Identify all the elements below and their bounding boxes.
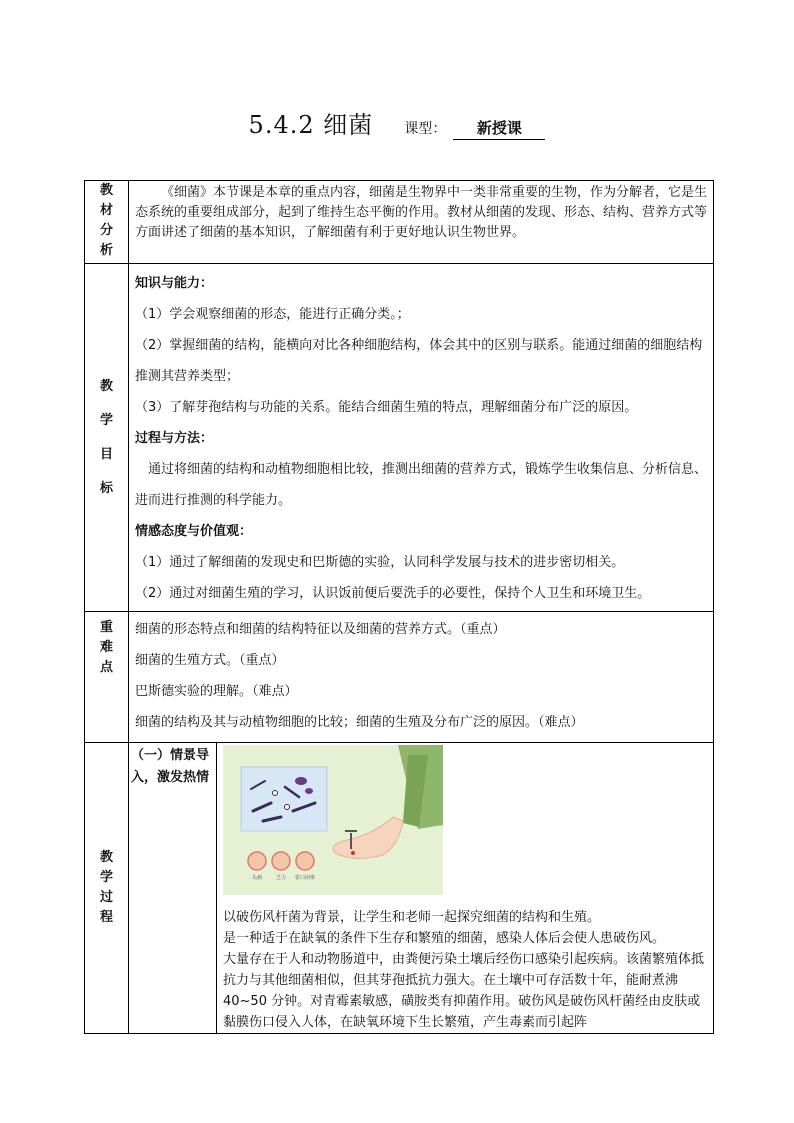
goals-content bbox=[129, 264, 714, 612]
process-step-title: （一）情景导入，激发热情 bbox=[129, 743, 217, 1034]
analysis-header: 教 材 分 析 bbox=[85, 181, 129, 264]
knowledge-item: （3）了解芽孢结构与功能的关系。能结合细菌生殖的特点，理解细菌分布广泛的原因。 bbox=[135, 400, 638, 415]
description-line: 大量存在于人和动物肠道中，由粪便污染土壤后经伤口感染引起疾病。该菌繁殖体抵抗力与其他细菌相似，但其芽孢抵抗力强大。在土壤中可存活数十年，能耐煮沸 40~50 分钟。对青霉素敏感，磺胺类有抑菌作用。破伤风是破伤风杆菌经由皮肤或黏膜伤口侵入人体，在缺氧环境下生长繁殖，产生毒素而引起阵 bbox=[223, 952, 705, 1030]
emotion-item: （1）通过了解细菌的发现史和巴斯德的实验，认同科学发展与技术的进步密切相关。 bbox=[135, 555, 625, 570]
process-row bbox=[85, 743, 714, 1034]
goals-header: 教 学 目 标 bbox=[85, 264, 129, 612]
process-title: 过程与方法： bbox=[135, 431, 214, 446]
process-item: 通过将细菌的结构和动植物细胞相比较，推测出细菌的营养方式，锻炼学生收集信息、分析信息、进而进行推测的科学能力。 bbox=[135, 462, 708, 508]
svg-text:张口困难: 张口困难 bbox=[294, 875, 316, 881]
process-content bbox=[217, 743, 714, 1034]
emotion-title: 情感态度与价值观： bbox=[135, 524, 253, 539]
keypoints-content bbox=[129, 612, 714, 743]
analysis-row bbox=[85, 181, 714, 264]
svg-text:头痛: 头痛 bbox=[251, 875, 263, 881]
knowledge-title: 知识与能力： bbox=[135, 276, 214, 291]
keypoint-item: 巴斯德实验的理解。（难点） bbox=[135, 684, 298, 699]
keypoints-header: 重 难 点 bbox=[85, 612, 129, 743]
keypoint-item: 细菌的形态特点和细菌的结构特征以及细菌的营养方式。（重点） bbox=[135, 622, 506, 637]
knowledge-item: （2）掌握细菌的结构，能横向对比各种细胞结构，体会其中的区别与联系。能通过细菌的细胞结构推测其营养类型； bbox=[135, 338, 703, 384]
emotion-item: （2）通过对细菌生殖的学习，认识饭前便后要洗手的必要性，保持个人卫生和环境卫生。 bbox=[135, 586, 651, 601]
goals-row bbox=[85, 264, 714, 612]
lesson-plan-table bbox=[84, 180, 714, 1034]
process-header: 教 学 过 程 bbox=[85, 743, 129, 1034]
keypoint-item: 细菌的生殖方式。（重点） bbox=[135, 653, 285, 668]
analysis-text: 《细菌》本节课是本章的重点内容，细菌是生物界中一类非常重要的生物，作为分解者，它是生态系统的重要组成部分，起到了维持生态平衡的作用。教材从细菌的发现、形态、结构、营养方式等方面讲述了细菌的基本知识，了解细菌有利于更好地认识生物世界。 bbox=[129, 181, 714, 264]
description-line: 是一种适于在缺氧的条件下生存和繁殖的细菌，感染人体后会使人患破伤风。 bbox=[223, 931, 666, 946]
tetanus-illustration bbox=[223, 745, 443, 895]
lesson-title: 5.4.2 细菌 bbox=[248, 111, 374, 139]
svg-text:乏力: 乏力 bbox=[275, 875, 287, 881]
intro-text: 以破伤风杆菌为背景，让学生和老师一起探究细菌的结构和生殖。 bbox=[223, 910, 601, 925]
page-title bbox=[0, 105, 794, 140]
keypoint-item: 细菌的结构及其与动植物细胞的比较；细菌的生殖及分布广泛的原因。（难点） bbox=[135, 715, 584, 730]
knowledge-item: （1）学会观察细菌的形态，能进行正确分类。； bbox=[135, 307, 410, 322]
keypoints-row bbox=[85, 612, 714, 743]
lesson-type-value: 新授课 bbox=[453, 117, 545, 140]
lesson-type-label: 课型： bbox=[404, 121, 447, 137]
